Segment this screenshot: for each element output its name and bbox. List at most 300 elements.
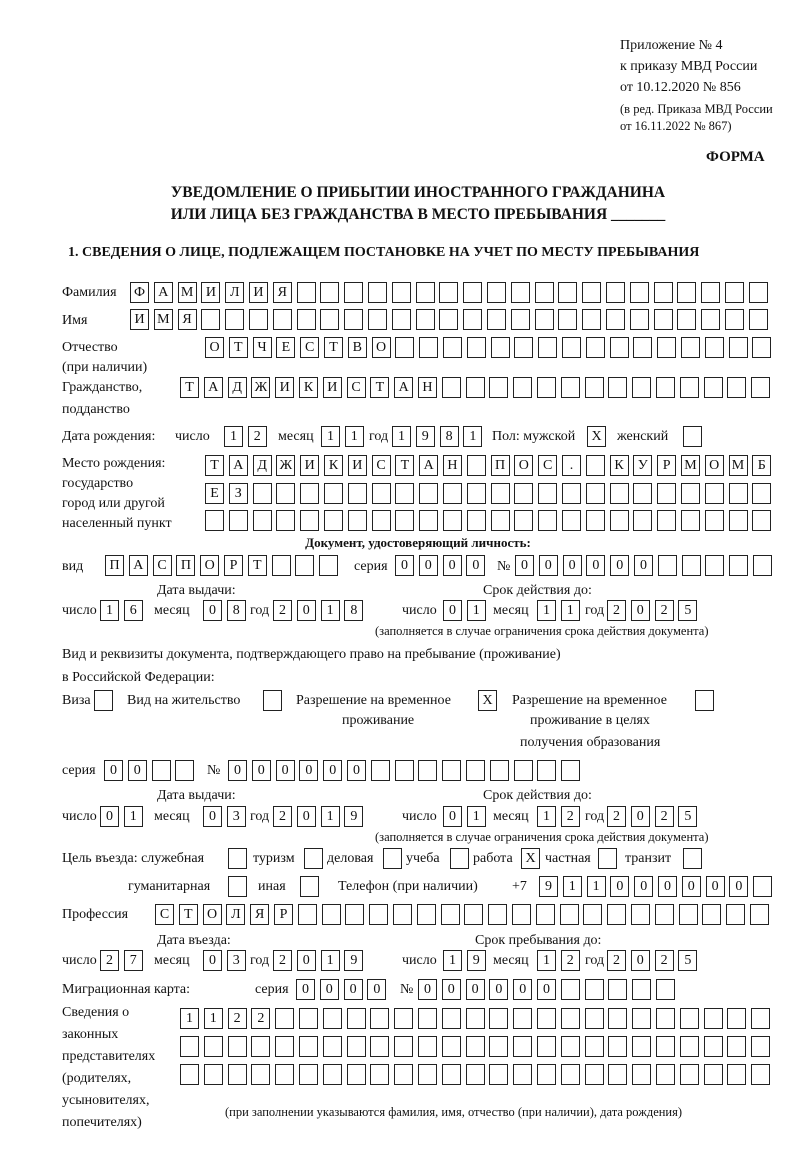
birthplace-cells-1[interactable] xyxy=(205,455,776,476)
input-cell[interactable] xyxy=(392,282,411,303)
input-cell[interactable] xyxy=(729,555,748,576)
input-cell[interactable]: 1 xyxy=(124,806,143,827)
input-cell[interactable] xyxy=(491,337,510,358)
input-cell[interactable]: . xyxy=(562,455,581,476)
input-cell[interactable] xyxy=(558,282,577,303)
input-cell[interactable] xyxy=(683,848,702,869)
input-cell[interactable] xyxy=(297,282,316,303)
input-cell[interactable] xyxy=(608,377,627,398)
birth-year-cells[interactable] xyxy=(392,426,487,447)
input-cell[interactable]: 0 xyxy=(299,760,318,781)
input-cell[interactable] xyxy=(344,282,363,303)
purpose-humanitarian-checkbox[interactable] xyxy=(228,876,252,897)
phone-cells[interactable] xyxy=(539,876,777,897)
input-cell[interactable] xyxy=(276,510,295,531)
input-cell[interactable] xyxy=(466,377,485,398)
input-cell[interactable]: 1 xyxy=(537,600,556,621)
input-cell[interactable]: 2 xyxy=(228,1008,247,1029)
input-cell[interactable] xyxy=(323,1036,342,1057)
stay-valid-year-cells[interactable] xyxy=(607,806,702,827)
input-cell[interactable]: 0 xyxy=(252,760,271,781)
input-cell[interactable] xyxy=(680,1008,699,1029)
input-cell[interactable] xyxy=(371,760,390,781)
input-cell[interactable] xyxy=(677,309,696,330)
input-cell[interactable] xyxy=(442,377,461,398)
input-cell[interactable] xyxy=(491,483,510,504)
input-cell[interactable] xyxy=(610,510,629,531)
input-cell[interactable] xyxy=(705,337,724,358)
input-cell[interactable] xyxy=(632,1008,651,1029)
input-cell[interactable] xyxy=(655,904,674,925)
input-cell[interactable] xyxy=(253,510,272,531)
input-cell[interactable]: 0 xyxy=(634,876,653,897)
input-cell[interactable] xyxy=(585,1036,604,1057)
input-cell[interactable]: 0 xyxy=(729,876,748,897)
input-cell[interactable]: Т xyxy=(395,455,414,476)
stay-valid-month-cells[interactable] xyxy=(537,806,585,827)
input-cell[interactable] xyxy=(514,760,533,781)
input-cell[interactable] xyxy=(725,309,744,330)
input-cell[interactable] xyxy=(537,760,556,781)
input-cell[interactable] xyxy=(656,1036,675,1057)
input-cell[interactable] xyxy=(322,904,341,925)
input-cell[interactable]: 0 xyxy=(466,979,485,1000)
input-cell[interactable]: 0 xyxy=(128,760,147,781)
input-cell[interactable]: 2 xyxy=(561,950,580,971)
purpose-study-checkbox[interactable] xyxy=(450,848,474,869)
input-cell[interactable] xyxy=(705,483,724,504)
input-cell[interactable] xyxy=(467,455,486,476)
input-cell[interactable] xyxy=(729,510,748,531)
input-cell[interactable] xyxy=(681,510,700,531)
input-cell[interactable] xyxy=(753,876,772,897)
input-cell[interactable] xyxy=(749,282,768,303)
input-cell[interactable] xyxy=(394,1064,413,1085)
input-cell[interactable]: И xyxy=(201,282,220,303)
input-cell[interactable] xyxy=(443,510,462,531)
input-cell[interactable]: 1 xyxy=(443,950,462,971)
input-cell[interactable]: О xyxy=(514,455,533,476)
birthplace-cells-3[interactable] xyxy=(205,510,776,531)
input-cell[interactable] xyxy=(320,309,339,330)
input-cell[interactable] xyxy=(752,337,771,358)
input-cell[interactable] xyxy=(558,309,577,330)
surname-cells[interactable] xyxy=(130,282,773,303)
citizenship-cells[interactable] xyxy=(180,377,775,398)
input-cell[interactable]: А xyxy=(229,455,248,476)
input-cell[interactable] xyxy=(656,979,675,1000)
input-cell[interactable] xyxy=(682,555,701,576)
patronymic-cells[interactable] xyxy=(205,337,776,358)
input-cell[interactable]: К xyxy=(610,455,629,476)
input-cell[interactable]: 0 xyxy=(658,876,677,897)
input-cell[interactable] xyxy=(489,377,508,398)
input-cell[interactable]: 1 xyxy=(224,426,243,447)
id-issue-day-cells[interactable] xyxy=(100,600,148,621)
input-cell[interactable] xyxy=(658,555,677,576)
reps-cells-1[interactable] xyxy=(180,1008,775,1029)
input-cell[interactable] xyxy=(704,1064,723,1085)
input-cell[interactable] xyxy=(632,1036,651,1057)
input-cell[interactable] xyxy=(610,337,629,358)
input-cell[interactable] xyxy=(416,309,435,330)
input-cell[interactable] xyxy=(175,760,194,781)
input-cell[interactable]: М xyxy=(154,309,173,330)
input-cell[interactable]: 3 xyxy=(227,950,246,971)
birth-day-cells[interactable] xyxy=(224,426,272,447)
input-cell[interactable] xyxy=(632,377,651,398)
stay-until-day-cells[interactable] xyxy=(443,950,491,971)
id-valid-day-cells[interactable] xyxy=(443,600,491,621)
input-cell[interactable]: 0 xyxy=(563,555,582,576)
input-cell[interactable] xyxy=(395,510,414,531)
input-cell[interactable] xyxy=(275,1036,294,1057)
input-cell[interactable] xyxy=(561,1036,580,1057)
input-cell[interactable] xyxy=(439,282,458,303)
input-cell[interactable] xyxy=(487,309,506,330)
input-cell[interactable]: О xyxy=(705,455,724,476)
input-cell[interactable]: Н xyxy=(443,455,462,476)
input-cell[interactable]: П xyxy=(176,555,195,576)
input-cell[interactable] xyxy=(632,1064,651,1085)
input-cell[interactable]: М xyxy=(729,455,748,476)
input-cell[interactable] xyxy=(512,904,531,925)
input-cell[interactable] xyxy=(319,555,338,576)
input-cell[interactable] xyxy=(537,377,556,398)
input-cell[interactable]: 0 xyxy=(297,950,316,971)
purpose-work-checkbox[interactable] xyxy=(521,848,545,869)
input-cell[interactable] xyxy=(598,848,617,869)
input-cell[interactable]: 0 xyxy=(443,806,462,827)
input-cell[interactable]: 1 xyxy=(345,426,364,447)
input-cell[interactable] xyxy=(344,309,363,330)
input-cell[interactable] xyxy=(419,510,438,531)
input-cell[interactable]: 1 xyxy=(467,600,486,621)
input-cell[interactable] xyxy=(276,483,295,504)
input-cell[interactable] xyxy=(466,1008,485,1029)
input-cell[interactable]: 1 xyxy=(100,600,119,621)
input-cell[interactable]: 1 xyxy=(204,1008,223,1029)
input-cell[interactable] xyxy=(300,510,319,531)
input-cell[interactable]: 0 xyxy=(634,555,653,576)
input-cell[interactable] xyxy=(704,1008,723,1029)
input-cell[interactable] xyxy=(180,1064,199,1085)
id-series-cells[interactable] xyxy=(395,555,490,576)
input-cell[interactable] xyxy=(681,337,700,358)
input-cell[interactable] xyxy=(536,904,555,925)
input-cell[interactable]: 2 xyxy=(655,806,674,827)
input-cell[interactable]: 1 xyxy=(180,1008,199,1029)
input-cell[interactable] xyxy=(348,510,367,531)
input-cell[interactable]: 5 xyxy=(678,600,697,621)
input-cell[interactable]: С xyxy=(153,555,172,576)
id-valid-year-cells[interactable] xyxy=(607,600,702,621)
input-cell[interactable] xyxy=(324,483,343,504)
input-cell[interactable]: 1 xyxy=(467,806,486,827)
input-cell[interactable] xyxy=(538,337,557,358)
entry-month-cells[interactable] xyxy=(203,950,251,971)
input-cell[interactable] xyxy=(606,282,625,303)
input-cell[interactable] xyxy=(467,483,486,504)
input-cell[interactable]: 0 xyxy=(419,555,438,576)
input-cell[interactable]: А xyxy=(419,455,438,476)
input-cell[interactable] xyxy=(538,483,557,504)
input-cell[interactable]: 1 xyxy=(321,426,340,447)
input-cell[interactable] xyxy=(632,979,651,1000)
input-cell[interactable]: 0 xyxy=(631,600,650,621)
input-cell[interactable]: Л xyxy=(225,282,244,303)
input-cell[interactable] xyxy=(582,282,601,303)
entry-day-cells[interactable] xyxy=(100,950,148,971)
input-cell[interactable]: 0 xyxy=(297,806,316,827)
input-cell[interactable]: 0 xyxy=(610,876,629,897)
purpose-private-checkbox[interactable] xyxy=(598,848,622,869)
input-cell[interactable]: У xyxy=(633,455,652,476)
input-cell[interactable]: В xyxy=(348,337,367,358)
input-cell[interactable]: Т xyxy=(205,455,224,476)
input-cell[interactable] xyxy=(442,760,461,781)
input-cell[interactable] xyxy=(439,309,458,330)
input-cell[interactable] xyxy=(383,848,402,869)
input-cell[interactable]: 2 xyxy=(100,950,119,971)
input-cell[interactable]: 0 xyxy=(296,979,315,1000)
input-cell[interactable] xyxy=(608,979,627,1000)
input-cell[interactable] xyxy=(750,904,769,925)
input-cell[interactable] xyxy=(394,1008,413,1029)
input-cell[interactable] xyxy=(535,282,554,303)
input-cell[interactable] xyxy=(323,1064,342,1085)
input-cell[interactable] xyxy=(705,510,724,531)
input-cell[interactable]: К xyxy=(324,455,343,476)
input-cell[interactable] xyxy=(511,282,530,303)
input-cell[interactable] xyxy=(654,309,673,330)
input-cell[interactable]: О xyxy=(372,337,391,358)
input-cell[interactable] xyxy=(513,377,532,398)
input-cell[interactable]: 7 xyxy=(124,950,143,971)
input-cell[interactable] xyxy=(304,848,323,869)
input-cell[interactable]: Ж xyxy=(276,455,295,476)
input-cell[interactable]: 0 xyxy=(631,950,650,971)
input-cell[interactable] xyxy=(656,1064,675,1085)
input-cell[interactable] xyxy=(657,337,676,358)
input-cell[interactable] xyxy=(511,309,530,330)
input-cell[interactable] xyxy=(608,1064,627,1085)
input-cell[interactable]: 8 xyxy=(344,600,363,621)
input-cell[interactable]: 2 xyxy=(561,806,580,827)
input-cell[interactable]: Я xyxy=(250,904,269,925)
purpose-tourism-checkbox[interactable] xyxy=(304,848,328,869)
input-cell[interactable]: 0 xyxy=(203,806,222,827)
id-kind-cells[interactable] xyxy=(105,555,343,576)
input-cell[interactable] xyxy=(704,1036,723,1057)
input-cell[interactable] xyxy=(727,1036,746,1057)
input-cell[interactable] xyxy=(513,1008,532,1029)
id-issue-month-cells[interactable] xyxy=(203,600,251,621)
input-cell[interactable]: 6 xyxy=(124,600,143,621)
birthplace-cells-2[interactable] xyxy=(205,483,776,504)
input-cell[interactable] xyxy=(441,904,460,925)
input-cell[interactable] xyxy=(657,483,676,504)
input-cell[interactable]: 2 xyxy=(273,950,292,971)
input-cell[interactable] xyxy=(442,1064,461,1085)
input-cell[interactable] xyxy=(204,1036,223,1057)
id-issue-year-cells[interactable] xyxy=(273,600,368,621)
input-cell[interactable] xyxy=(585,1008,604,1029)
input-cell[interactable] xyxy=(752,483,771,504)
input-cell[interactable]: О xyxy=(205,337,224,358)
input-cell[interactable] xyxy=(464,904,483,925)
input-cell[interactable]: 0 xyxy=(513,979,532,1000)
input-cell[interactable] xyxy=(299,1036,318,1057)
input-cell[interactable]: 9 xyxy=(416,426,435,447)
input-cell[interactable]: 0 xyxy=(100,806,119,827)
input-cell[interactable] xyxy=(680,377,699,398)
input-cell[interactable] xyxy=(702,904,721,925)
input-cell[interactable]: 9 xyxy=(344,950,363,971)
input-cell[interactable] xyxy=(585,377,604,398)
input-cell[interactable]: 0 xyxy=(347,760,366,781)
input-cell[interactable] xyxy=(345,904,364,925)
input-cell[interactable]: М xyxy=(178,282,197,303)
input-cell[interactable]: Р xyxy=(224,555,243,576)
residence-permit-checkbox[interactable] xyxy=(263,690,287,711)
input-cell[interactable] xyxy=(633,337,652,358)
input-cell[interactable] xyxy=(347,1064,366,1085)
input-cell[interactable]: П xyxy=(491,455,510,476)
input-cell[interactable] xyxy=(488,904,507,925)
input-cell[interactable] xyxy=(608,1008,627,1029)
input-cell[interactable]: О xyxy=(203,904,222,925)
input-cell[interactable]: 0 xyxy=(203,600,222,621)
input-cell[interactable] xyxy=(727,1008,746,1029)
input-cell[interactable] xyxy=(487,282,506,303)
input-cell[interactable] xyxy=(583,904,602,925)
input-cell[interactable] xyxy=(701,309,720,330)
input-cell[interactable]: 0 xyxy=(297,600,316,621)
input-cell[interactable] xyxy=(394,1036,413,1057)
input-cell[interactable] xyxy=(249,309,268,330)
input-cell[interactable] xyxy=(320,282,339,303)
input-cell[interactable] xyxy=(513,1064,532,1085)
input-cell[interactable] xyxy=(418,1036,437,1057)
input-cell[interactable] xyxy=(489,1064,508,1085)
stay-valid-day-cells[interactable] xyxy=(443,806,491,827)
input-cell[interactable]: 5 xyxy=(678,950,697,971)
input-cell[interactable] xyxy=(489,1008,508,1029)
name-cells[interactable] xyxy=(130,309,773,330)
input-cell[interactable] xyxy=(228,1064,247,1085)
input-cell[interactable]: 0 xyxy=(344,979,363,1000)
input-cell[interactable]: 0 xyxy=(610,555,629,576)
input-cell[interactable] xyxy=(585,1064,604,1085)
input-cell[interactable]: Т xyxy=(179,904,198,925)
input-cell[interactable] xyxy=(299,1008,318,1029)
input-cell[interactable]: 2 xyxy=(655,600,674,621)
input-cell[interactable] xyxy=(606,309,625,330)
input-cell[interactable]: Ж xyxy=(251,377,270,398)
input-cell[interactable] xyxy=(582,309,601,330)
input-cell[interactable]: 5 xyxy=(678,806,697,827)
input-cell[interactable]: 1 xyxy=(463,426,482,447)
input-cell[interactable] xyxy=(372,483,391,504)
input-cell[interactable] xyxy=(251,1036,270,1057)
input-cell[interactable]: П xyxy=(105,555,124,576)
input-cell[interactable]: 9 xyxy=(344,806,363,827)
input-cell[interactable] xyxy=(263,690,282,711)
input-cell[interactable] xyxy=(514,510,533,531)
input-cell[interactable]: 0 xyxy=(586,555,605,576)
input-cell[interactable] xyxy=(450,848,469,869)
input-cell[interactable] xyxy=(726,904,745,925)
input-cell[interactable] xyxy=(419,483,438,504)
input-cell[interactable] xyxy=(395,337,414,358)
input-cell[interactable] xyxy=(395,483,414,504)
input-cell[interactable]: К xyxy=(299,377,318,398)
stay-issue-year-cells[interactable] xyxy=(273,806,368,827)
input-cell[interactable]: 8 xyxy=(227,600,246,621)
input-cell[interactable]: 0 xyxy=(443,555,462,576)
input-cell[interactable]: 8 xyxy=(440,426,459,447)
input-cell[interactable]: 1 xyxy=(392,426,411,447)
input-cell[interactable] xyxy=(633,483,652,504)
input-cell[interactable] xyxy=(228,848,247,869)
input-cell[interactable]: 0 xyxy=(631,806,650,827)
input-cell[interactable] xyxy=(701,282,720,303)
input-cell[interactable] xyxy=(369,904,388,925)
input-cell[interactable] xyxy=(513,1036,532,1057)
sex-male-checkbox[interactable] xyxy=(587,426,611,447)
mc-number-cells[interactable] xyxy=(418,979,680,1000)
input-cell[interactable] xyxy=(417,904,436,925)
input-cell[interactable]: 2 xyxy=(251,1008,270,1029)
input-cell[interactable] xyxy=(228,1036,247,1057)
input-cell[interactable] xyxy=(372,510,391,531)
input-cell[interactable] xyxy=(466,1036,485,1057)
input-cell[interactable] xyxy=(370,1064,389,1085)
input-cell[interactable] xyxy=(679,904,698,925)
input-cell[interactable] xyxy=(297,309,316,330)
input-cell[interactable] xyxy=(370,1008,389,1029)
input-cell[interactable]: С xyxy=(300,337,319,358)
input-cell[interactable] xyxy=(752,510,771,531)
input-cell[interactable] xyxy=(537,1008,556,1029)
input-cell[interactable] xyxy=(514,483,533,504)
input-cell[interactable]: 1 xyxy=(537,950,556,971)
input-cell[interactable]: 9 xyxy=(539,876,558,897)
input-cell[interactable]: 1 xyxy=(561,600,580,621)
input-cell[interactable]: Т xyxy=(229,337,248,358)
input-cell[interactable] xyxy=(348,483,367,504)
input-cell[interactable]: С xyxy=(372,455,391,476)
input-cell[interactable] xyxy=(677,282,696,303)
input-cell[interactable]: 1 xyxy=(321,950,340,971)
input-cell[interactable]: Д xyxy=(253,455,272,476)
input-cell[interactable] xyxy=(272,555,291,576)
input-cell[interactable] xyxy=(324,510,343,531)
input-cell[interactable]: И xyxy=(249,282,268,303)
input-cell[interactable] xyxy=(204,1064,223,1085)
input-cell[interactable]: 1 xyxy=(537,806,556,827)
input-cell[interactable]: 0 xyxy=(418,979,437,1000)
input-cell[interactable] xyxy=(586,337,605,358)
input-cell[interactable]: 0 xyxy=(539,555,558,576)
stay-issue-day-cells[interactable] xyxy=(100,806,148,827)
input-cell[interactable] xyxy=(654,282,673,303)
input-cell[interactable]: 1 xyxy=(321,806,340,827)
input-cell[interactable]: 0 xyxy=(228,760,247,781)
input-cell[interactable]: 2 xyxy=(607,806,626,827)
reps-cells-2[interactable] xyxy=(180,1036,775,1057)
